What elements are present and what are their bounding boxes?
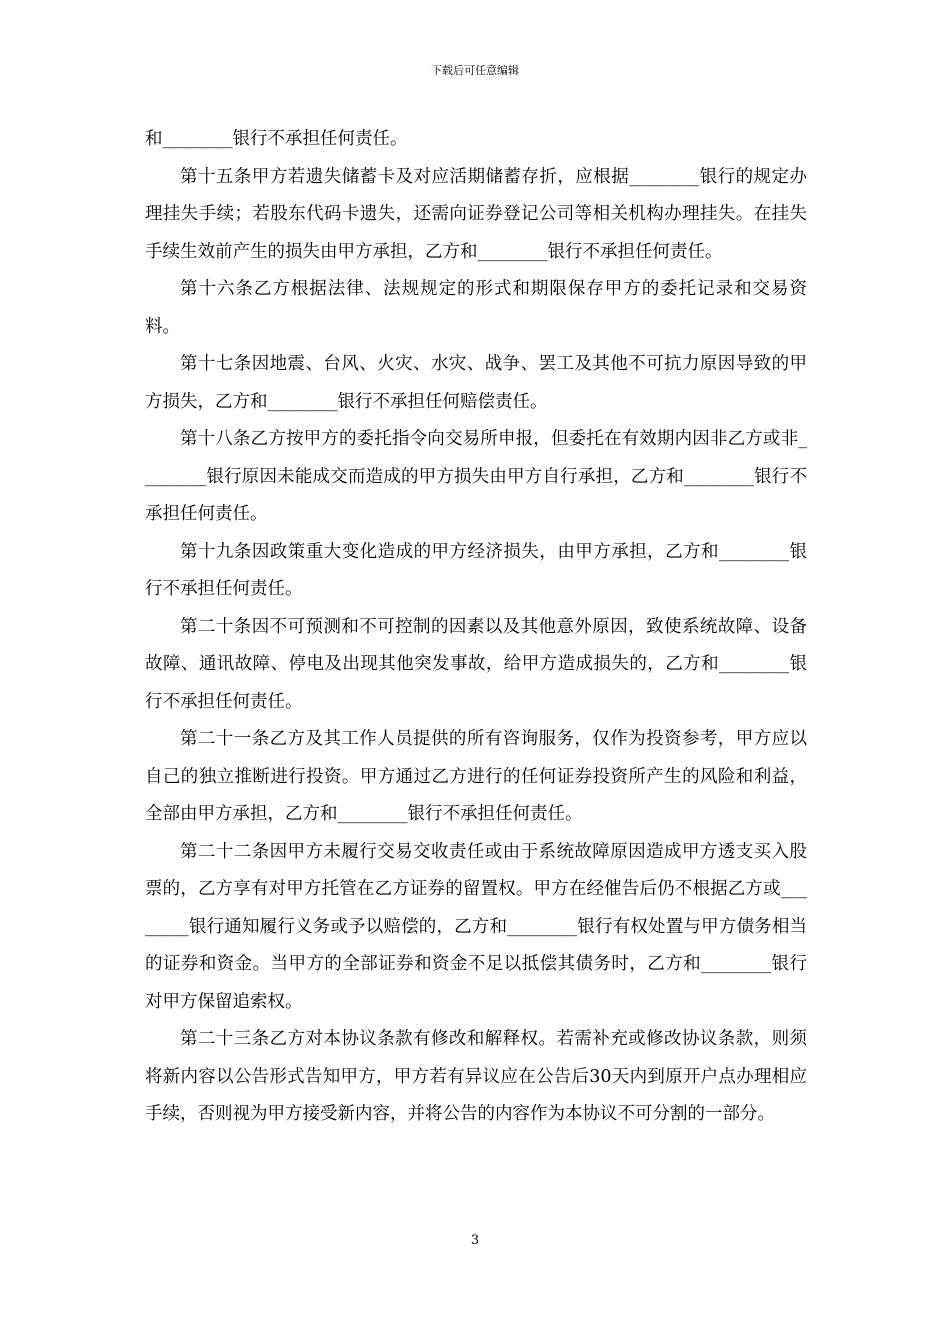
paragraph-article-22: 第二十二条因甲方未履行交易交收责任或由于系统故障原因造成甲方透支买入股票的，乙方享有对甲方托管在乙方证券的留置权。甲方在经催告后仍不根据乙方或________银行通知履行义务或予以赔偿的，乙方和________银行有权处置与甲方债务相当的证券和资金。当甲方的全部证券和资金不足以抵偿其债务时，乙方和________银行对甲方保留追索权。 bbox=[145, 841, 807, 1012]
paragraph-article-20: 第二十条因不可预测和不可控制的因素以及其他意外原因，致使系统故障、设备故障、通讯故障、停电及出现其他突发事故，给甲方造成损失的，乙方和________银行不承担任何责任。 bbox=[145, 616, 807, 712]
paragraph-article-16: 第十六条乙方根据法律、法规规定的形式和期限保存甲方的委托记录和交易资料。 bbox=[145, 279, 807, 337]
paragraph-article-18: 第十八条乙方按甲方的委托指令向交易所申报，但委托在有效期内因非乙方或非________银行原因未能成交而造成的甲方损失由甲方自行承担，乙方和________银行不承担任何责任。 bbox=[145, 429, 807, 524]
page-header: 下载后可任意编辑 bbox=[431, 64, 519, 77]
paragraph-article-21: 第二十一条乙方及其工作人员提供的所有咨询服务，仅作为投资参考，甲方应以自己的独立推断进行投资。甲方通过乙方进行的任何证券投资所产生的风险和利益，全部由甲方承担，乙方和________银行不承担任何责任。 bbox=[145, 729, 807, 824]
paragraph-article-23: 第二十三条乙方对本协议条款有修改和解释权。若需补充或修改协议条款，则须将新内容以公告形式告知甲方，甲方若有异议应在公告后30天内到原开户点办理相应手续，否则视为甲方接受新内容，并将公告的内容作为本协议不可分割的一部分。 bbox=[145, 1029, 807, 1124]
paragraph-article-15: 第十五条甲方若遗失储蓄卡及对应活期储蓄存折，应根据________银行的规定办理挂失手续；若股东代码卡遗失，还需向证券登记公司等相关机构办理挂失。在挂失手续生效前产生的损失由甲方承担，乙方和________银行不承担任何责任。 bbox=[145, 166, 807, 262]
paragraph-article-19: 第十九条因政策重大变化造成的甲方经济损失，由甲方承担，乙方和________银行不承担任何责任。 bbox=[145, 541, 807, 599]
paragraph-article-17: 第十七条因地震、台风、火灾、水灾、战争、罢工及其他不可抗力原因导致的甲方损失，乙方和________银行不承担任何赔偿责任。 bbox=[145, 354, 807, 412]
document-body bbox=[145, 121, 807, 1134]
page-number: 3 bbox=[470, 1233, 480, 1248]
paragraph-continuation: 和________银行不承担任何责任。 bbox=[145, 129, 408, 149]
